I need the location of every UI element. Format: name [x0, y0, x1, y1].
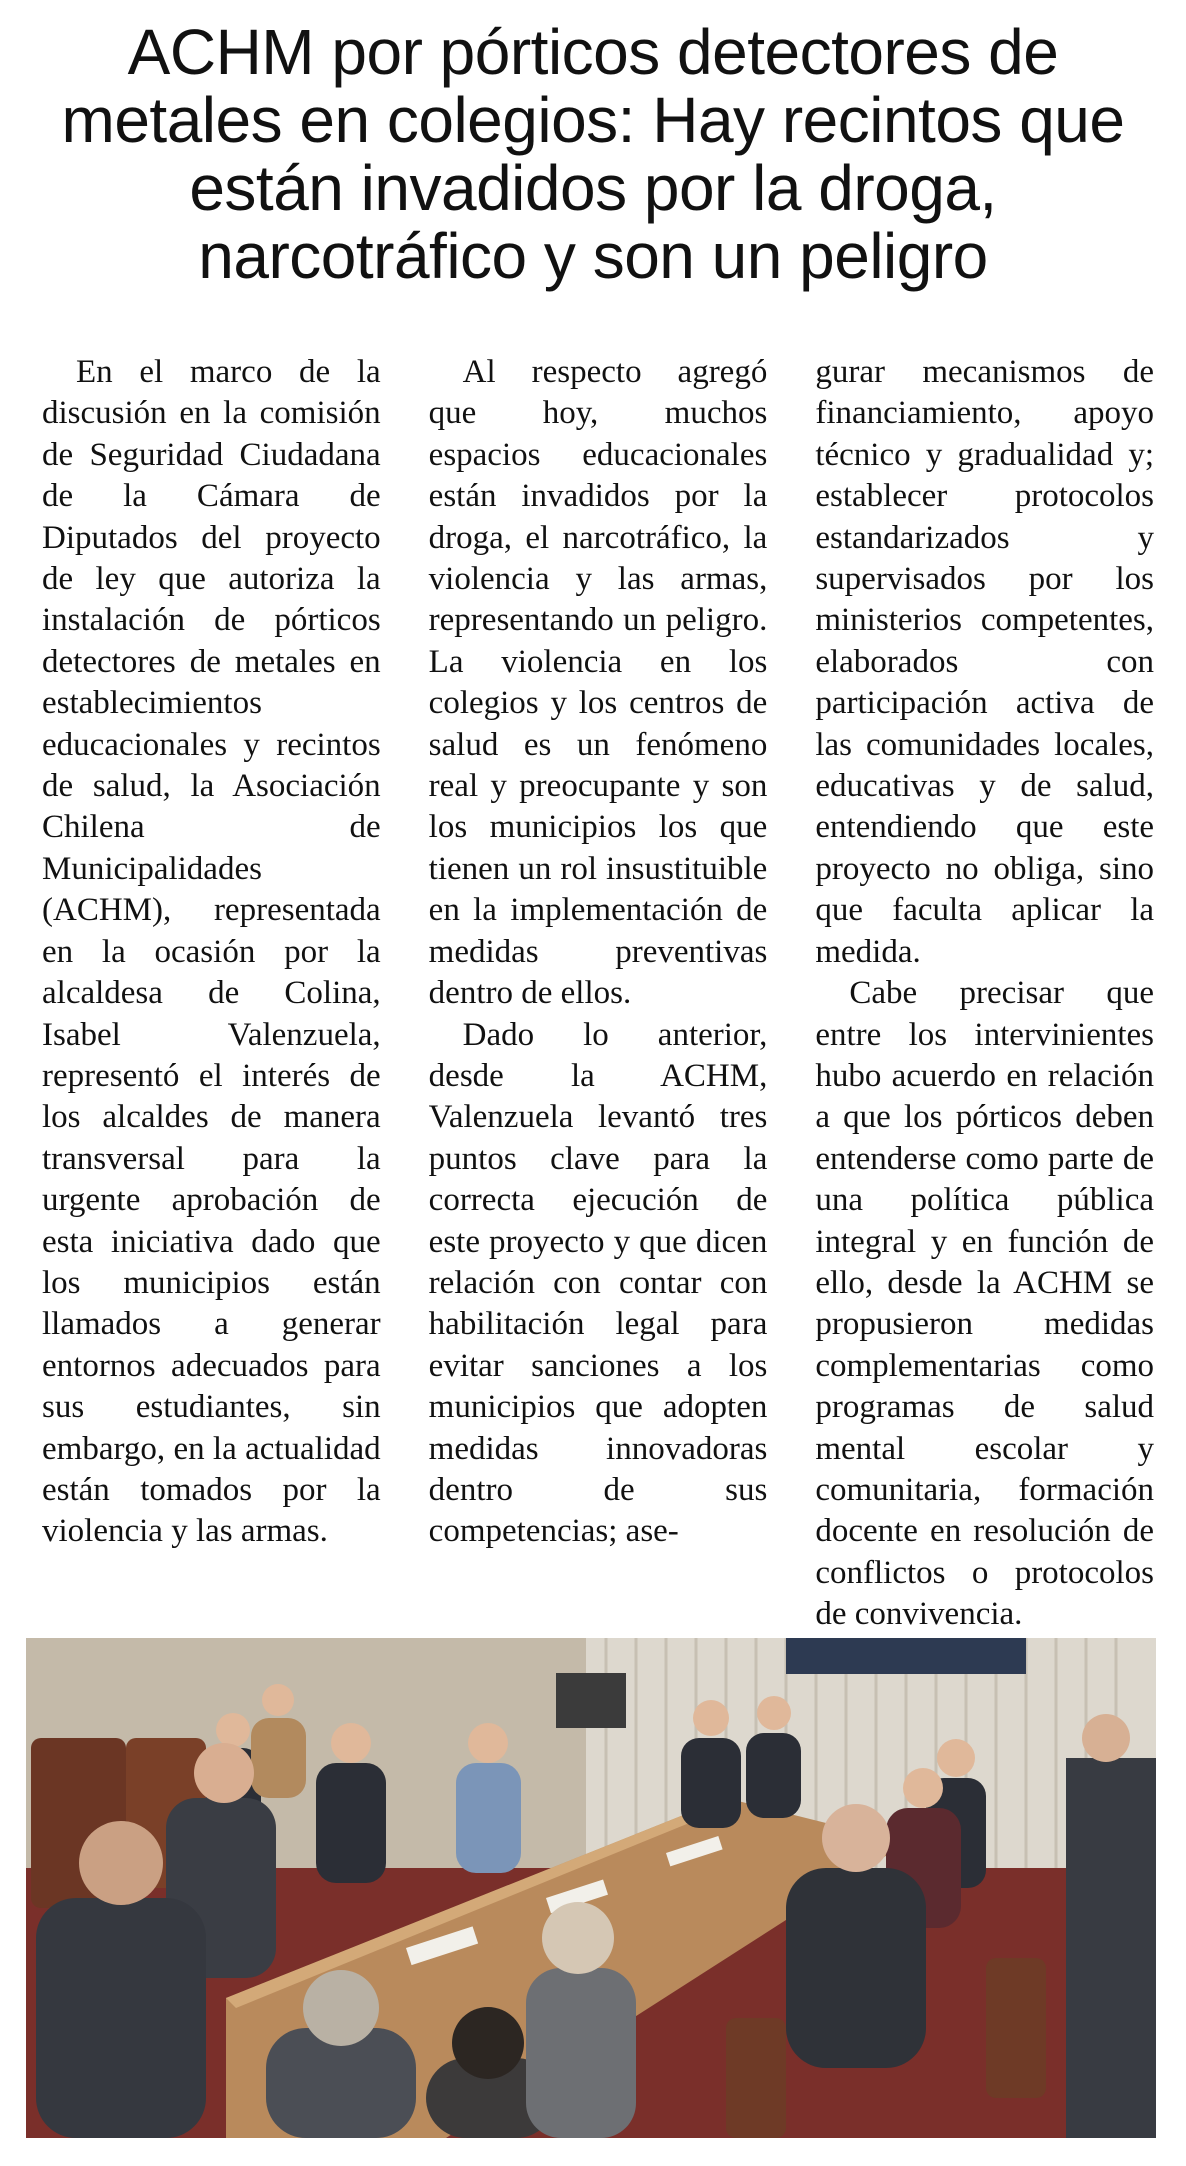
article-body: [42, 352, 1155, 1633]
headline: ACHM por pórticos detectores de metales en colegios: Hay recintos que están invadidos por la droga, narcotráfico y son un peligro: [61, 16, 1125, 292]
column-3: [815, 352, 1155, 1633]
column-2: [429, 352, 768, 1622]
meeting-photo: [26, 1638, 1156, 2138]
meeting-illustration: [26, 1638, 1156, 2138]
paragraph: En el marco de la discusión en la comisión de Seguridad Ciudadana de la Cámara de Diputados del proyecto de ley que autoriza la instalación de pórticos detectores de metales en establecimientos educacionales y recintos de salud, la Asociación Chilena de Municipalidades (ACHM), representada en la ocasión por la alcaldesa de Colina, Isabel Valenzuela, representó el interés de los alcaldes de manera transversal para la urgente aprobación de esta iniciativa dado que los municipios están llamados a generar entornos adecuados para sus estudiantes, sin embargo, en la actualidad están tomados por la violencia y las armas.: [42, 354, 381, 1550]
paragraph: Dado lo anterior, desde la ACHM, Valenzuela levantó tres puntos clave para la correcta ejecución de este proyecto y que dicen relación con contar con habilitación legal para evitar sanciones a los municipios que adopten medidas innovadoras dentro de sus competencias; ase-: [428, 1016, 768, 1550]
column-1: [42, 352, 381, 1622]
paragraph: gurar mecanismos de financiamiento, apoyo técnico y gradualidad y; establecer protocolos estandarizados y supervisados por los ministerios competentes, elaborados con participación activa de las comunidades locales, educativas y de salud, entendiendo que este proyecto no obliga, sino que faculta aplicar la medida.: [815, 354, 1155, 970]
paragraph: Cabe precisar que entre los intervinientes hubo acuerdo en relación a que los pórticos deben entenderse como parte de una política pública integral y en función de ello, desde la ACHM se propusieron medidas complementarias como programas de salud mental escolar y comunitaria, formación docente en resolución de conflictos o protocolos de convivencia.: [815, 975, 1155, 1633]
paragraph: Al respecto agregó que hoy, muchos espacios educacionales están invadidos por la droga, el narcotráfico, la violencia y las armas, representando un peligro. La violencia en los colegios y los centros de salud es un fenómeno real y preocupante y son los municipios los que tienen un rol insustituible en la implementación de medidas preventivas dentro de ellos.: [428, 354, 768, 1012]
